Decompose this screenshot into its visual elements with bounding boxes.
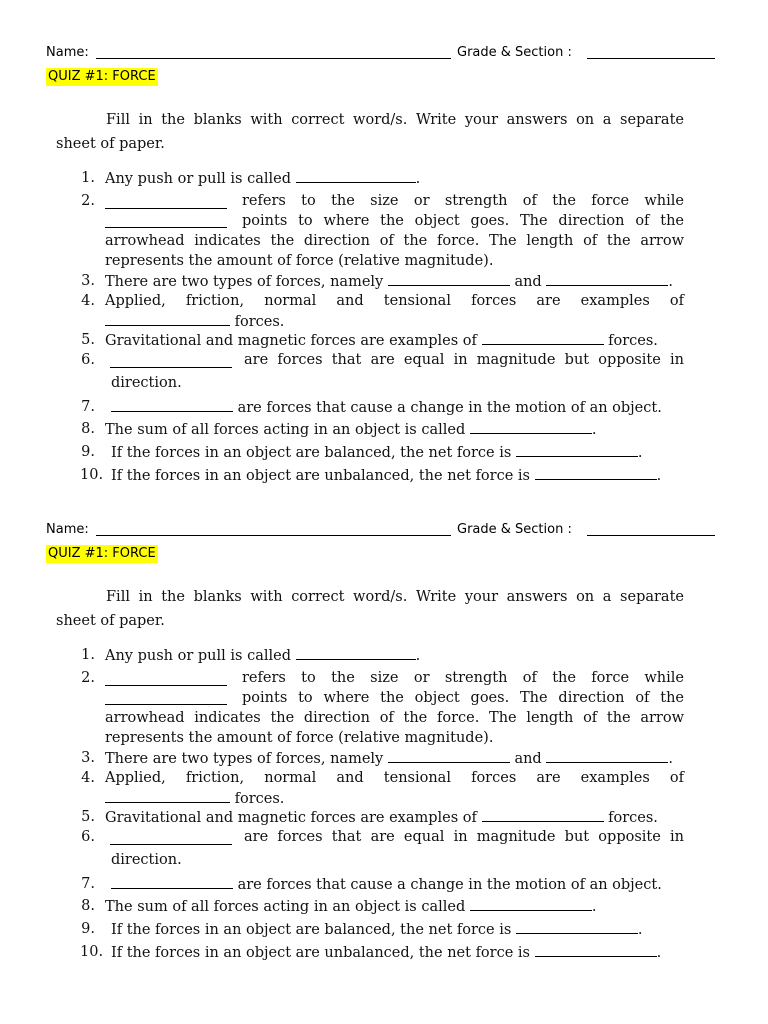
- name-label: Name:: [46, 522, 89, 537]
- question-number: 8.: [81, 421, 95, 437]
- answer-blank[interactable]: [111, 397, 233, 412]
- question-text: and: [514, 751, 542, 767]
- name-field[interactable]: [96, 58, 451, 59]
- question-9: [111, 442, 643, 462]
- question-number: 6.: [81, 352, 95, 368]
- answer-blank[interactable]: [546, 271, 668, 286]
- question-number: 3.: [81, 273, 95, 289]
- grade-section-field[interactable]: [587, 58, 715, 59]
- question-text: .: [591, 899, 597, 915]
- answer-blank[interactable]: [296, 645, 416, 660]
- question-1: [105, 645, 420, 665]
- answer-blank[interactable]: [388, 748, 510, 763]
- grade-section-label: Grade & Section :: [457, 45, 572, 60]
- question-text: There are two types of forces, namely: [105, 751, 384, 767]
- question-number: 5.: [81, 332, 95, 348]
- question-text: represents the amount of force (relative magnitude).: [105, 253, 494, 269]
- question-text: forces.: [608, 810, 658, 826]
- grade-section-label: Grade & Section :: [457, 522, 572, 537]
- question-number: 7.: [81, 876, 95, 892]
- question-text: If the forces in an object are unbalanced, the net force is: [111, 468, 530, 484]
- question-number: 1.: [81, 170, 95, 186]
- answer-blank[interactable]: [105, 690, 227, 705]
- question-text: There are two types of forces, namely: [105, 274, 384, 290]
- question-text: Any push or pull is called: [105, 648, 291, 664]
- question-text: are forces that cause a change in the motion of an object.: [237, 877, 662, 893]
- question-text: Gravitational and magnetic forces are examples of: [105, 810, 477, 826]
- instructions-line-2: sheet of paper.: [56, 136, 165, 152]
- question-text: points to where the object goes. The direction of the: [242, 690, 684, 706]
- question-number: 1.: [81, 647, 95, 663]
- question-9: [111, 919, 643, 939]
- quiz-sheet-1: [0, 40, 768, 517]
- question-number: 4.: [81, 293, 95, 309]
- answer-blank[interactable]: [110, 830, 232, 845]
- question-10: [111, 465, 661, 485]
- question-text: The sum of all forces acting in an object is called: [105, 899, 466, 915]
- question-text: points to where the object goes. The direction of the: [242, 213, 684, 229]
- question-text: arrowhead indicates the direction of the force. The length of the arrow: [105, 233, 684, 249]
- question-number: 10.: [80, 467, 104, 483]
- question-number: 6.: [81, 829, 95, 845]
- question-text: represents the amount of force (relative magnitude).: [105, 730, 494, 746]
- question-text: .: [415, 171, 421, 187]
- question-text: are forces that cause a change in the motion of an object.: [237, 400, 662, 416]
- answer-blank[interactable]: [516, 919, 638, 934]
- question-text: are forces that are equal in magnitude but opposite in: [244, 829, 684, 845]
- quiz-title: QUIZ #1: FORCE: [48, 69, 156, 84]
- quiz-title: QUIZ #1: FORCE: [48, 546, 156, 561]
- answer-blank[interactable]: [535, 465, 657, 480]
- question-5: [105, 330, 658, 350]
- question-10: [111, 942, 661, 962]
- question-text: The sum of all forces acting in an object is called: [105, 422, 466, 438]
- question-number: 7.: [81, 399, 95, 415]
- question-number: 10.: [80, 944, 104, 960]
- answer-blank[interactable]: [546, 748, 668, 763]
- question-text: If the forces in an object are balanced, the net force is: [111, 445, 512, 461]
- question-text: refers to the size or strength of the force while: [242, 193, 684, 209]
- question-text: Applied, friction, normal and tensional forces are examples of: [105, 293, 684, 309]
- question-text: refers to the size or strength of the force while: [242, 670, 684, 686]
- answer-blank[interactable]: [105, 311, 230, 326]
- question-text: and: [514, 274, 542, 290]
- answer-blank[interactable]: [535, 942, 657, 957]
- question-text: .: [668, 274, 673, 290]
- question-text: forces.: [608, 333, 658, 349]
- answer-blank[interactable]: [482, 807, 604, 822]
- question-text: If the forces in an object are balanced, the net force is: [111, 922, 512, 938]
- question-8: [105, 419, 596, 439]
- question-5: [105, 807, 658, 827]
- question-text: arrowhead indicates the direction of the force. The length of the arrow: [105, 710, 684, 726]
- question-text: .: [415, 648, 421, 664]
- question-number: 5.: [81, 809, 95, 825]
- name-label: Name:: [46, 45, 89, 60]
- question-7: [111, 397, 662, 417]
- answer-blank[interactable]: [105, 671, 227, 686]
- question-4-line-2: [105, 788, 284, 808]
- question-text: .: [591, 422, 597, 438]
- question-text: forces.: [234, 314, 285, 330]
- question-text: .: [656, 468, 662, 484]
- question-text: .: [656, 945, 662, 961]
- question-number: 4.: [81, 770, 95, 786]
- question-text: .: [637, 445, 643, 461]
- question-number: 3.: [81, 750, 95, 766]
- question-3: [105, 271, 673, 291]
- question-4-line-2: [105, 311, 284, 331]
- answer-blank[interactable]: [111, 874, 233, 889]
- question-text: If the forces in an object are unbalanced, the net force is: [111, 945, 530, 961]
- quiz-sheet-2: [0, 517, 768, 994]
- question-number: 2.: [81, 193, 95, 209]
- header-row: [46, 521, 716, 539]
- question-number: 8.: [81, 898, 95, 914]
- header-row: [46, 44, 716, 62]
- answer-blank[interactable]: [516, 442, 638, 457]
- answer-blank[interactable]: [296, 168, 416, 183]
- grade-section-field[interactable]: [587, 535, 715, 536]
- answer-blank[interactable]: [482, 330, 604, 345]
- answer-blank[interactable]: [470, 896, 592, 911]
- question-text: Gravitational and magnetic forces are examples of: [105, 333, 477, 349]
- question-text: are forces that are equal in magnitude but opposite in: [244, 352, 684, 368]
- question-text: Any push or pull is called: [105, 171, 291, 187]
- question-7: [111, 874, 662, 894]
- instructions-line-2: sheet of paper.: [56, 613, 165, 629]
- instructions-line-1: Fill in the blanks with correct word/s. Write your answers on a separate: [106, 112, 684, 128]
- question-number: 9.: [81, 444, 95, 460]
- instructions-line-1: Fill in the blanks with correct word/s. Write your answers on a separate: [106, 589, 684, 605]
- question-text: .: [668, 751, 673, 767]
- question-number: 2.: [81, 670, 95, 686]
- answer-blank[interactable]: [110, 353, 232, 368]
- question-text: .: [637, 922, 643, 938]
- answer-blank[interactable]: [388, 271, 510, 286]
- question-text: Applied, friction, normal and tensional forces are examples of: [105, 770, 684, 786]
- question-text: forces.: [234, 791, 285, 807]
- answer-blank[interactable]: [105, 194, 227, 209]
- question-text: direction.: [111, 852, 182, 868]
- question-number: 9.: [81, 921, 95, 937]
- question-3: [105, 748, 673, 768]
- question-8: [105, 896, 596, 916]
- answer-blank[interactable]: [105, 213, 227, 228]
- answer-blank[interactable]: [105, 788, 230, 803]
- question-1: [105, 168, 420, 188]
- answer-blank[interactable]: [470, 419, 592, 434]
- question-text: direction.: [111, 375, 182, 391]
- name-field[interactable]: [96, 535, 451, 536]
